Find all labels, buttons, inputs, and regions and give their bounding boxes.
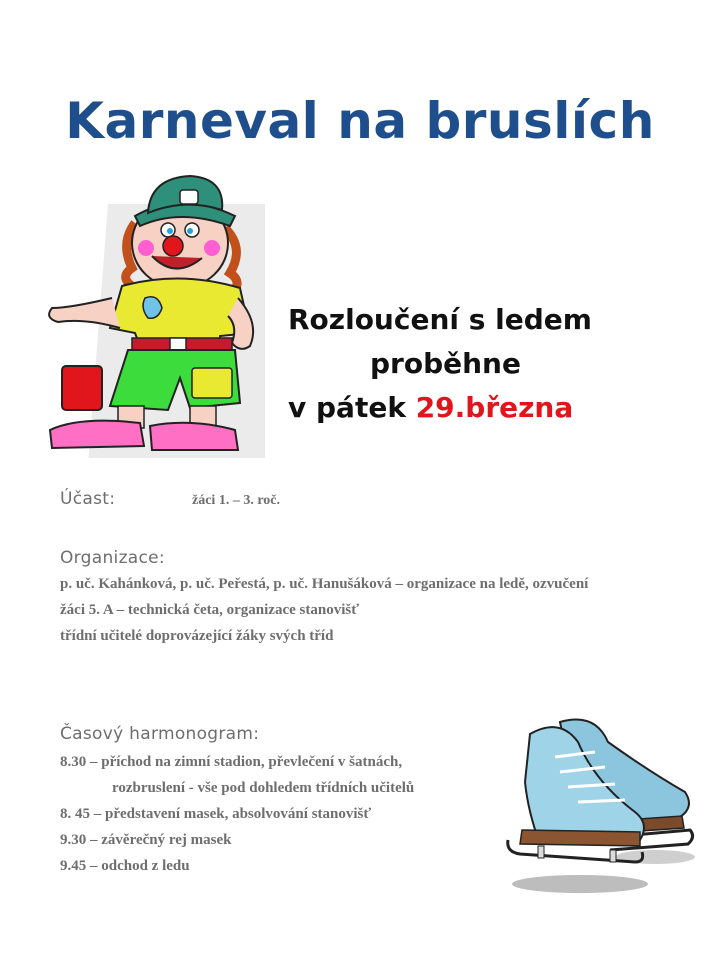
organization-section <box>60 548 680 653</box>
announcement-date-prefix: v pátek <box>288 391 416 424</box>
announcement-line-1: Rozloučení s ledem <box>288 303 592 336</box>
event-announcement <box>270 298 650 430</box>
schedule-line: 8. 45 – představení masek, absolvování stanovišť <box>60 806 372 822</box>
announcement-line-3 <box>270 386 650 430</box>
organization-line: p. uč. Kahánková, p. uč. Peřestá, p. uč. Hanušáková – organizace na ledě, ozvučení <box>60 576 589 592</box>
organization-line: třídní učitelé doprovázející žáky svých tříd <box>60 628 334 644</box>
schedule-line: 9.45 – odchod z ledu <box>60 858 190 874</box>
schedule-line: 8.30 – příchod na zimní stadion, převlečení v šatnách, <box>60 754 403 770</box>
schedule-label: Časový harmonogram: <box>60 724 260 744</box>
participation-label: Účast: <box>60 489 116 509</box>
participation-section <box>60 489 460 509</box>
participation-value: žáci 1. – 3. roč. <box>192 493 280 508</box>
ice-skates-illustration <box>500 712 700 897</box>
clown-illustration <box>40 168 265 458</box>
schedule-section <box>60 724 540 883</box>
poster-title: Karneval na bruslích <box>65 92 655 150</box>
announcement-line-2: proběhne <box>370 347 521 380</box>
organization-label: Organizace: <box>60 548 165 568</box>
organization-line: žáci 5. A – technická četa, organizace stanovišť <box>60 602 360 618</box>
schedule-line: 9.30 – závěrečný rej masek <box>60 832 232 848</box>
schedule-line: rozbruslení - vše pod dohledem třídních učitelů <box>112 780 415 796</box>
event-date: 29.března <box>415 391 574 424</box>
